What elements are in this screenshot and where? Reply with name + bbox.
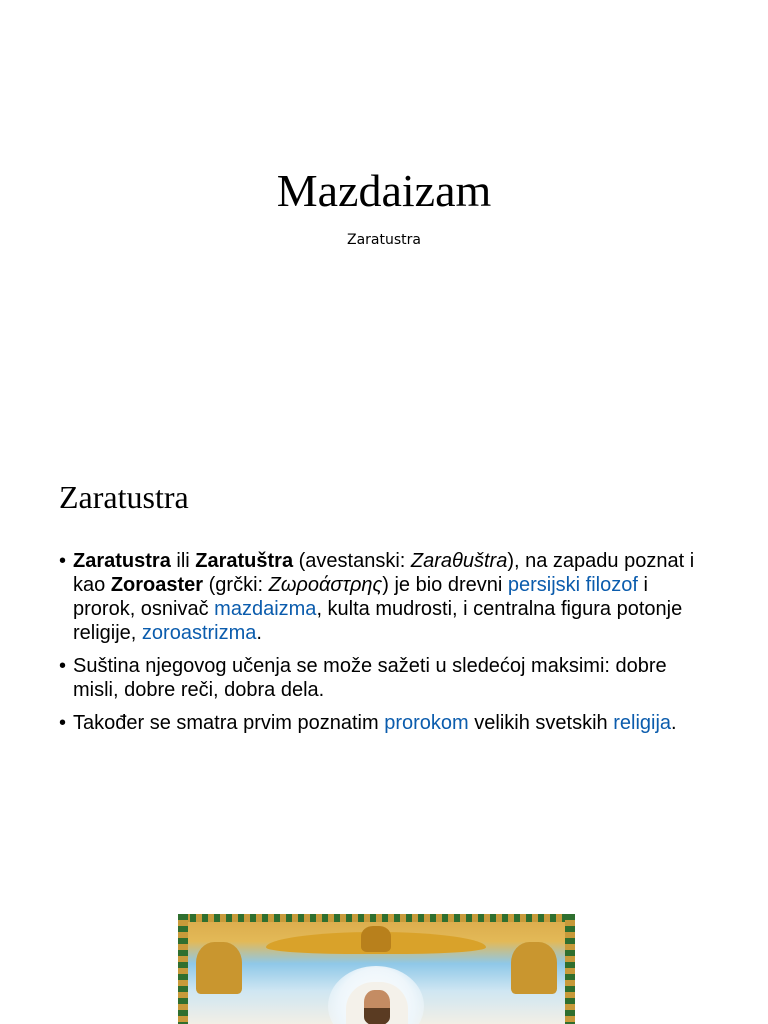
zoroaster-painting-image [178,914,575,1024]
link-mazdaism[interactable]: mazdaizma [214,598,317,620]
text-span: ili [170,550,196,572]
link-persian-philosopher[interactable]: persijski filozof [507,574,638,596]
list-item [59,654,709,702]
link-religions[interactable]: religija [613,712,672,734]
link-zoroastrianism[interactable]: zoroastrizma [141,622,257,644]
link-prophet[interactable]: prorokom [384,712,469,734]
winged-bull-left [196,942,242,994]
text-span: (grčki: [203,574,269,596]
text-span: i prorok, osnivač [73,574,648,620]
text-span: , kulta mudrosti, i centralna figura potonje religije, [73,598,683,644]
text-span: (avestanski: [293,550,411,572]
title-slide [0,0,768,432]
page-title: Mazdaizam [276,165,492,216]
bullet-marker: • [59,655,67,677]
bullet-marker: • [59,712,67,734]
text-span: . [671,712,677,734]
term-zoroaster: Zoroaster [110,574,204,596]
list-item [59,711,709,735]
term-zaratustra-alt: Zaratuštra [195,550,294,572]
content-slide [0,432,768,1024]
ornamental-border [565,914,575,1024]
maxim-text: Suština njegovog učenja se može sažeti u sledećoj maksimi: dobre misli, dobre reči, dobra dela. [73,655,667,701]
avestan-name: Zaraθuštra [410,550,508,572]
winged-bull-right [511,942,557,994]
text-span: . [256,622,262,644]
text-span: ) je bio drevni [382,574,508,596]
text-span: velikih svetskih [468,712,614,734]
greek-name: Ζωροάστρης [268,574,383,596]
text-span: ), na zapadu poznat i kao [73,550,695,596]
term-zaratustra: Zaratustra [73,550,171,572]
ornamental-border [178,914,575,922]
bullet-list [59,549,709,744]
bullet-marker: • [59,550,67,572]
text-span: Također se smatra prvim poznatim [73,712,385,734]
prophet-beard [364,1008,390,1024]
faravahar-symbol [361,926,391,952]
ornamental-border [178,914,188,1024]
page-subtitle: Zaratustra [347,232,421,248]
list-item [59,549,709,645]
slide-heading: Zaratustra [59,479,189,515]
